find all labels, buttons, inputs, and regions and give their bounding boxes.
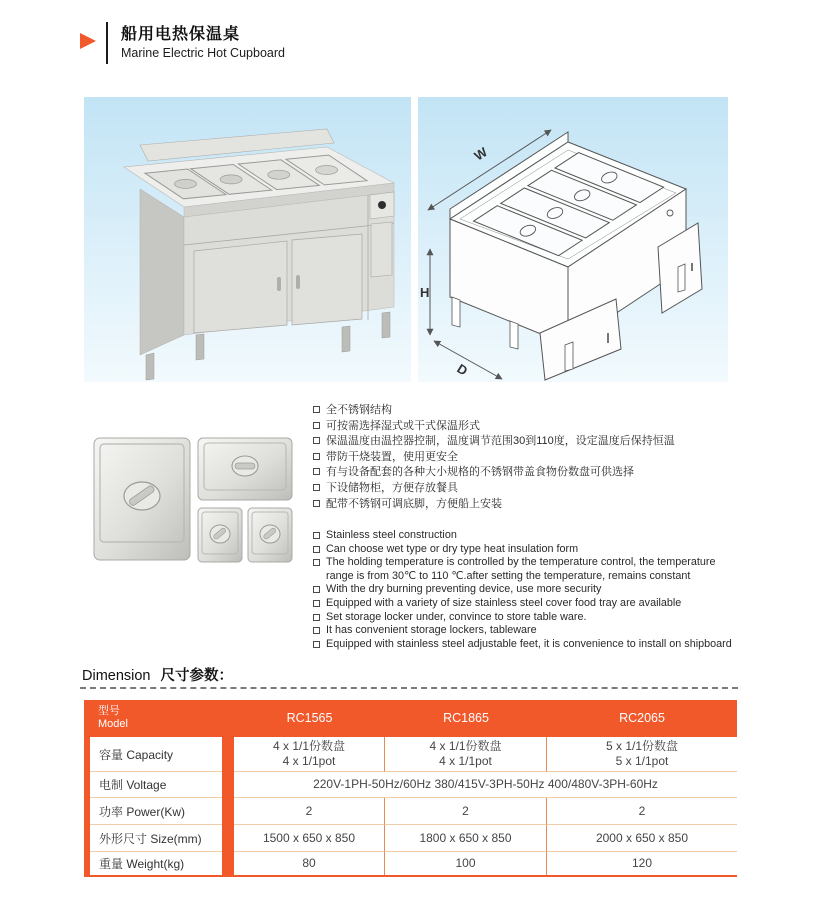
page-header [80, 22, 285, 64]
header-divider [106, 22, 108, 64]
hot-cupboard-illustration [84, 97, 411, 382]
row-label: 容量 Capacity [90, 737, 222, 772]
checkbox-icon [313, 500, 320, 507]
feature-item [313, 451, 743, 463]
feature-text: With the dry burning preventing device, use more security [326, 583, 602, 596]
checkbox-icon [313, 600, 320, 607]
dashed-divider [80, 687, 738, 689]
feature-item [313, 466, 743, 478]
row-label: 重量 Weight(kg) [90, 852, 222, 875]
table-cell [234, 737, 385, 772]
table-accent-strip [222, 798, 234, 825]
door-handle [277, 277, 281, 291]
feature-text: The holding temperature is controlled by the temperature control, the temperature range is from 30℃ to 110 ℃.after setting the temperature, remains constant [326, 556, 716, 582]
checkbox-icon [313, 422, 320, 429]
feature-text: Stainless steel construction [326, 529, 457, 541]
dimension-heading-en: Dimension [82, 668, 151, 684]
spec-table-header [84, 700, 737, 737]
table-accent-strip [222, 825, 234, 852]
table-cell: 2 [547, 798, 737, 825]
table-cell [547, 737, 737, 772]
checkbox-icon [313, 586, 320, 593]
table-cell [385, 737, 547, 772]
feature-text: 全不锈钢结构 [326, 404, 392, 416]
cell-line: 5 x 1/1份数盘 [605, 739, 679, 753]
header-titles [121, 22, 285, 62]
model-name: RC1565 [286, 711, 333, 725]
feature-text: 带防干烧装置，使用更安全 [326, 450, 458, 463]
checkbox-icon [313, 641, 320, 648]
temperature-knob-icon [378, 201, 386, 209]
checkbox-icon [313, 468, 320, 475]
arrow-icon [80, 33, 96, 49]
feature-text: 保温温度由温控器控制，温度调节范围30到110度，设定温度后保持恒温 [326, 435, 675, 448]
table-accent-strip [222, 772, 234, 798]
feature-text: 配带不锈钢可调底脚，方便船上安装 [326, 497, 502, 510]
feature-item [313, 498, 743, 510]
feature-item [313, 583, 741, 597]
table-cell: 1500 x 650 x 850 [234, 825, 385, 852]
model-label-en: Model [98, 718, 128, 730]
checkbox-icon [313, 437, 320, 444]
spec-table [84, 700, 737, 877]
feature-text: 可按需选择湿式或干式保温形式 [326, 419, 480, 432]
cell-line: 5 x 1/1pot [615, 754, 669, 768]
feature-text: It has convenient storage lockers, tableware [326, 624, 537, 637]
feature-item [313, 556, 741, 583]
feature-item [313, 611, 741, 625]
model-header-cell [84, 700, 234, 737]
feature-item [313, 529, 741, 543]
height-dimension-label: H [420, 285, 430, 300]
table-cell-voltage: 220V-1PH-50Hz/60Hz 380/415V-3PH-50Hz 400/480V-3PH-60Hz [234, 772, 737, 798]
checkbox-icon [313, 559, 320, 566]
checkbox-icon [313, 484, 320, 491]
table-cell: 120 [547, 852, 737, 875]
table-accent-strip [222, 852, 234, 875]
feature-item [313, 420, 743, 432]
table-row-weight [84, 852, 737, 875]
row-label: 功率 Power(Kw) [90, 798, 222, 825]
dimension-drawing-illustration [418, 97, 728, 382]
checkbox-icon [313, 406, 320, 413]
feature-item [313, 624, 741, 638]
door-handle [296, 275, 300, 289]
feature-item [313, 543, 741, 557]
table-cell: 2 [385, 798, 547, 825]
feature-text: Equipped with stainless steel adjustable feet, it is convenience to install on shipboard [326, 637, 732, 650]
technical-drawing [418, 97, 728, 382]
table-row-size [84, 825, 737, 852]
table-row-power [84, 798, 737, 825]
table-cell: 80 [234, 852, 385, 875]
feature-text: Set storage locker under, convince to store table ware. [326, 610, 587, 623]
feature-text: Equipped with a variety of size stainless steel cover food tray are available [326, 596, 682, 609]
checkbox-icon [313, 532, 320, 539]
model-label-zh: 型号 [98, 705, 120, 717]
row-label: 外形尺寸 Size(mm) [90, 825, 222, 852]
product-photo [84, 97, 411, 382]
table-accent-strip [222, 737, 234, 772]
checkbox-icon [313, 546, 320, 553]
features-list-en [313, 529, 741, 651]
depth-dimension-label: D [454, 360, 471, 379]
feature-item [313, 435, 743, 447]
feature-item [313, 638, 741, 652]
feature-text: Can choose wet type or dry type heat insulation form [326, 542, 579, 555]
checkbox-icon [313, 627, 320, 634]
feature-text: 下设储物柜，方便存放餐具 [326, 481, 458, 494]
page-title-zh: 船用电热保温桌 [121, 26, 241, 43]
table-row-capacity [84, 737, 737, 772]
dimension-heading-zh: 尺寸参数： [160, 668, 233, 684]
row-label: 电制 Voltage [90, 772, 222, 798]
feature-text: 有与设备配套的各种大小规格的不锈钢带盖食物份数盘可供选择 [326, 466, 634, 479]
table-cell: 2000 x 650 x 850 [547, 825, 737, 852]
food-trays-illustration [84, 430, 302, 570]
model-name: RC2065 [619, 711, 665, 725]
cell-line: 4 x 1/1份数盘 [272, 739, 346, 753]
model-name: RC1865 [443, 711, 489, 725]
width-dimension-label: W [471, 144, 490, 164]
table-row-voltage [84, 772, 737, 798]
food-trays-photo [84, 430, 302, 570]
cell-line: 4 x 1/1pot [439, 754, 492, 768]
dimension-heading [82, 664, 233, 685]
checkbox-icon [313, 614, 320, 621]
table-cell: 100 [385, 852, 547, 875]
table-cell: 2 [234, 798, 385, 825]
features-list-zh [313, 404, 743, 513]
table-cell: 1800 x 650 x 850 [385, 825, 547, 852]
cell-line: 4 x 1/1pot [282, 754, 336, 768]
checkbox-icon [313, 453, 320, 460]
cell-line: 4 x 1/1份数盘 [429, 739, 502, 753]
feature-item [313, 482, 743, 494]
feature-item [313, 404, 743, 416]
feature-item [313, 597, 741, 611]
page-title-en: Marine Electric Hot Cupboard [121, 46, 285, 60]
